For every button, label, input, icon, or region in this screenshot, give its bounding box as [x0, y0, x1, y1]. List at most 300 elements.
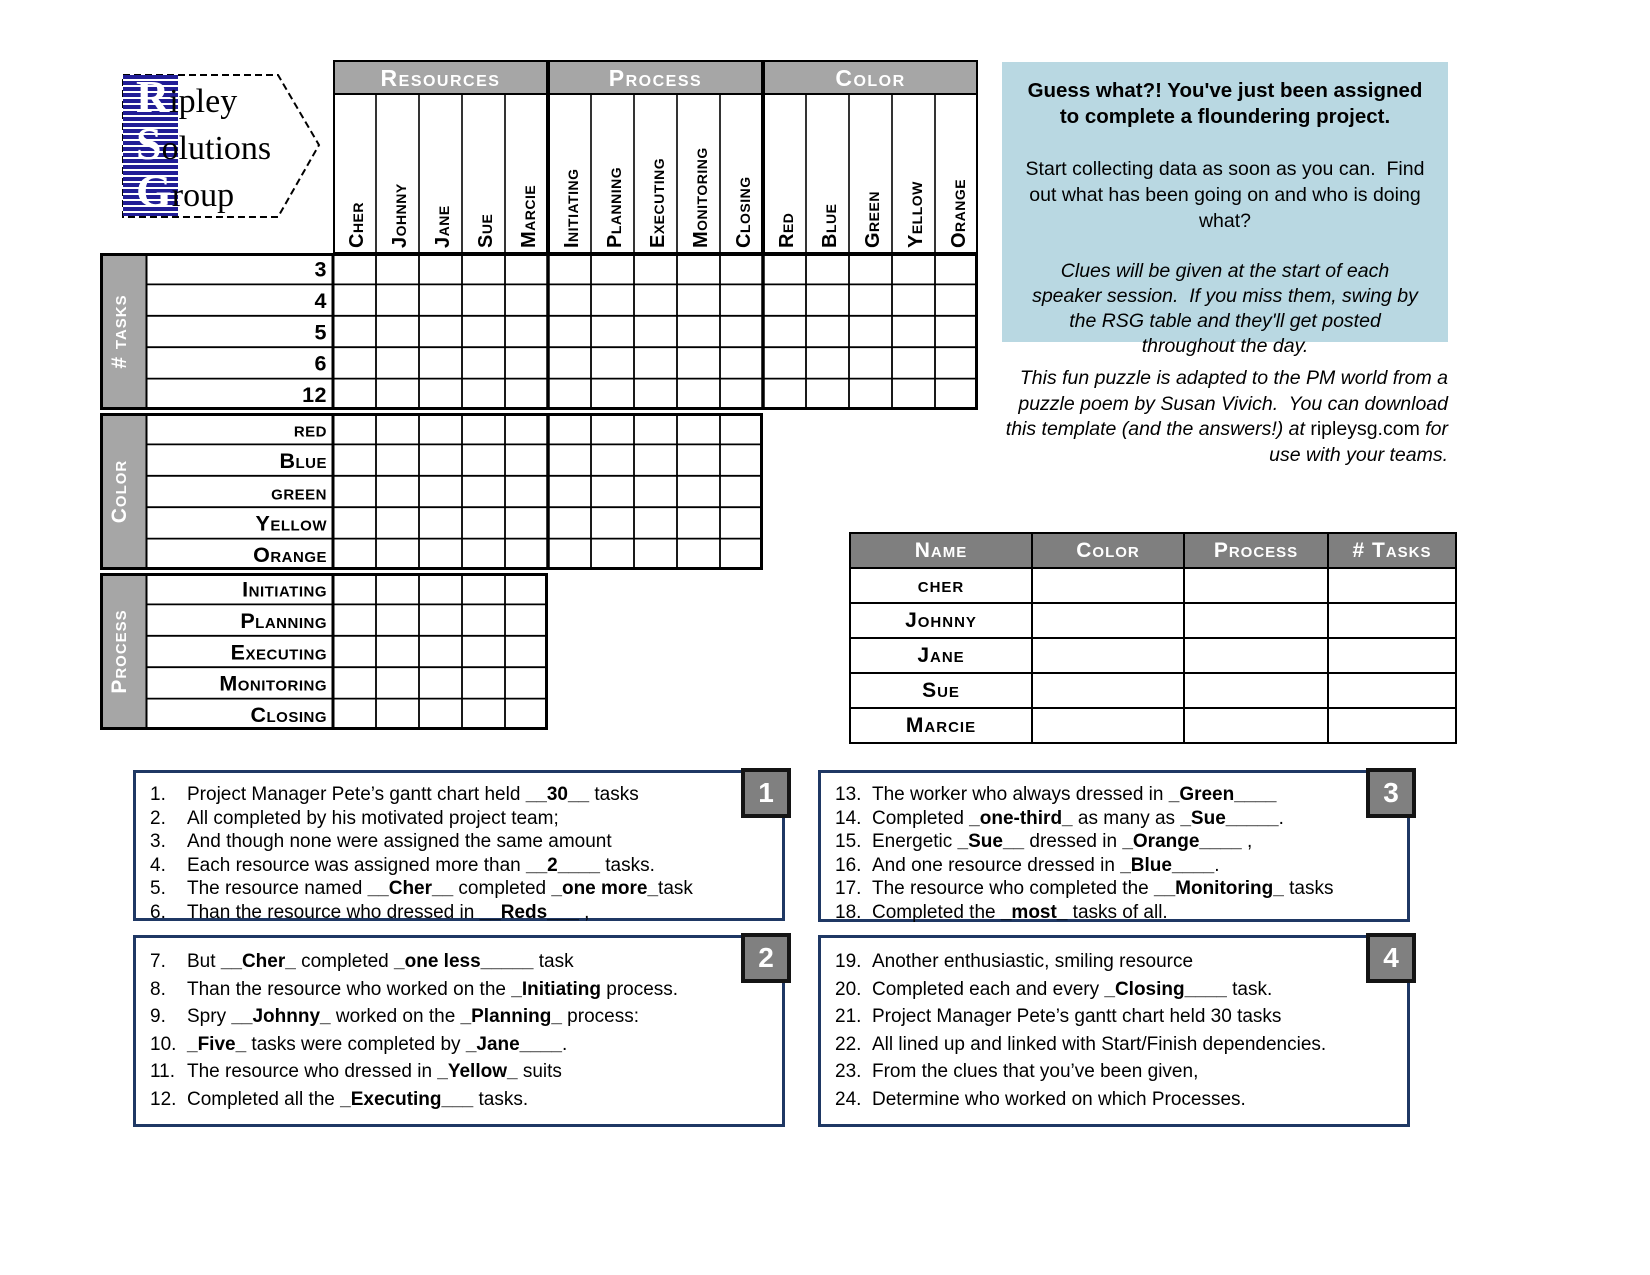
grid-cell[interactable] — [333, 699, 376, 730]
grid-cell[interactable] — [333, 379, 376, 410]
clue-answer-blank: _Orange____ — [1122, 831, 1242, 852]
clue-answer-blank: _Planning_ — [460, 1006, 562, 1027]
grid-cell[interactable] — [548, 444, 591, 475]
grid-cell[interactable] — [505, 636, 548, 667]
grid-cell[interactable] — [935, 284, 978, 315]
logo-rest: roup — [171, 177, 235, 214]
grid-group-header-label: Color — [835, 65, 906, 91]
answer-blank-cell[interactable] — [1184, 603, 1328, 638]
grid-cell[interactable] — [591, 347, 634, 378]
clue-answer-blank: _Executing___ — [340, 1088, 474, 1110]
grid-cell[interactable] — [591, 507, 634, 538]
clue-text — [187, 948, 574, 976]
grid-cell[interactable] — [935, 379, 978, 410]
clue-text-segment: Each resource was assigned more than — [187, 854, 527, 876]
clue-number: 3. — [150, 831, 166, 852]
grid-cell[interactable] — [720, 507, 763, 538]
grid-cell[interactable] — [677, 347, 720, 378]
grid-cell[interactable] — [333, 316, 376, 347]
grid-cell[interactable] — [720, 413, 763, 444]
grid-cell[interactable] — [720, 253, 763, 284]
info-box-body: Start collecting data as soon as you can. Find out what has been going on and who is doing what? — [1025, 158, 1430, 232]
clue-text — [187, 1003, 639, 1031]
clue-answer-blank: _Sue_____ — [1180, 807, 1279, 829]
grid-cell[interactable] — [376, 573, 419, 604]
grid-cell[interactable] — [677, 476, 720, 507]
grid-cell[interactable] — [462, 379, 505, 410]
info-box — [1002, 62, 1448, 357]
clue-answer-blank: __Cher__ — [367, 878, 454, 899]
grid-cell[interactable] — [720, 444, 763, 475]
clue-number: 10. — [150, 1033, 177, 1055]
answer-blank-cell[interactable] — [1032, 568, 1184, 603]
grid-cell[interactable] — [849, 347, 892, 378]
grid-cell[interactable] — [419, 604, 462, 635]
clue-item — [150, 1003, 774, 1031]
grid-cell[interactable] — [720, 316, 763, 347]
answer-blank-cell[interactable] — [1184, 568, 1328, 603]
clue-box-3 — [818, 770, 1410, 922]
grid-cell[interactable] — [462, 253, 505, 284]
grid-cell[interactable] — [505, 347, 548, 378]
grid-cell[interactable] — [376, 413, 419, 444]
clue-list-2 — [150, 948, 774, 1113]
grid-row-label: Closing — [250, 703, 327, 728]
clue-text-segment: task — [658, 878, 693, 899]
grid-row-label: green — [271, 480, 327, 505]
grid-cell[interactable] — [376, 604, 419, 635]
grid-cell[interactable] — [376, 539, 419, 570]
clue-text — [872, 807, 1284, 831]
clue-text-segment: . — [1278, 807, 1284, 829]
grid-cell[interactable] — [720, 539, 763, 570]
grid-cell[interactable] — [763, 316, 806, 347]
grid-cell[interactable] — [333, 667, 376, 698]
clue-text-segment: The resource named — [187, 878, 368, 899]
clue-text — [872, 948, 1193, 976]
clue-text-segment: Than the resource who worked on the — [187, 978, 512, 1000]
answer-header-name: Name — [850, 533, 1032, 568]
grid-cell[interactable] — [462, 444, 505, 475]
grid-cell[interactable] — [892, 316, 935, 347]
grid-cell[interactable] — [505, 316, 548, 347]
grid-cell[interactable] — [376, 507, 419, 538]
grid-cell[interactable] — [892, 379, 935, 410]
clue-list-4 — [835, 948, 1399, 1113]
grid-row-label: 4 — [314, 288, 327, 313]
grid-column-label: Yellow — [905, 181, 927, 248]
grid-cell[interactable] — [462, 699, 505, 730]
clue-text — [187, 783, 639, 807]
grid-cell[interactable] — [591, 316, 634, 347]
clue-text — [872, 1058, 1198, 1086]
grid-cell[interactable] — [462, 316, 505, 347]
answer-blank-cell[interactable] — [1328, 708, 1456, 743]
clue-number: 22. — [835, 1033, 862, 1055]
answer-blank-cell[interactable] — [1184, 638, 1328, 673]
clue-number: 11. — [150, 1061, 176, 1082]
clue-item — [835, 1003, 1399, 1031]
grid-cell[interactable] — [591, 539, 634, 570]
grid-row-label: 12 — [302, 383, 327, 408]
grid-cell[interactable] — [591, 379, 634, 410]
clue-number: 9. — [150, 1006, 166, 1027]
grid-cell[interactable] — [505, 507, 548, 538]
grid-column-label: Marcie — [518, 184, 540, 248]
clue-item — [150, 783, 774, 807]
grid-cell[interactable] — [462, 604, 505, 635]
clue-item — [835, 807, 1399, 831]
grid-cell[interactable] — [849, 253, 892, 284]
grid-cell[interactable] — [548, 539, 591, 570]
grid-cell[interactable] — [591, 476, 634, 507]
grid-cell[interactable] — [419, 413, 462, 444]
grid-row-label: 3 — [314, 257, 327, 282]
grid-cell[interactable] — [462, 413, 505, 444]
answer-blank-cell[interactable] — [1184, 708, 1328, 743]
grid-row-label: 5 — [314, 320, 327, 345]
clue-item — [150, 807, 774, 831]
grid-cell[interactable] — [677, 539, 720, 570]
grid-cell[interactable] — [548, 284, 591, 315]
grid-cell[interactable] — [763, 347, 806, 378]
grid-cell[interactable] — [462, 667, 505, 698]
grid-cell[interactable] — [634, 284, 677, 315]
grid-cell[interactable] — [677, 413, 720, 444]
grid-cell[interactable] — [419, 507, 462, 538]
grid-cell[interactable] — [763, 379, 806, 410]
answer-blank-cell[interactable] — [1328, 673, 1456, 708]
grid-cell[interactable] — [634, 476, 677, 507]
grid-cell[interactable] — [634, 253, 677, 284]
clue-answer-blank: _one less_____ — [394, 951, 534, 972]
answer-blank-cell[interactable] — [1032, 603, 1184, 638]
grid-cell[interactable] — [806, 379, 849, 410]
grid-cell[interactable] — [935, 316, 978, 347]
grid-cell[interactable] — [505, 667, 548, 698]
clue-answer-blank: __Cher_ — [220, 951, 296, 972]
clue-text-segment: All completed by his motivated project team; — [187, 807, 559, 829]
grid-column-label: Closing — [733, 176, 755, 248]
clue-number: 17. — [835, 878, 862, 899]
grid-cell[interactable] — [505, 413, 548, 444]
grid-cell[interactable] — [419, 347, 462, 378]
grid-cell[interactable] — [634, 539, 677, 570]
grid-group-header-label: Process — [608, 65, 703, 91]
clue-answer-blank: _Sue__ — [957, 831, 1025, 852]
clue-text — [187, 807, 559, 831]
clue-box-2 — [133, 935, 785, 1127]
grid-cell[interactable] — [376, 699, 419, 730]
grid-cell[interactable] — [462, 573, 505, 604]
grid-cell[interactable] — [505, 539, 548, 570]
answer-blank-cell[interactable] — [1032, 638, 1184, 673]
clue-text-segment: Completed the — [872, 901, 1001, 923]
clue-item — [835, 783, 1399, 807]
grid-cell[interactable] — [892, 253, 935, 284]
grid-cell[interactable] — [505, 284, 548, 315]
grid-cell[interactable] — [677, 507, 720, 538]
grid-cell[interactable] — [333, 284, 376, 315]
answer-table — [849, 532, 1457, 744]
info-box-title: Guess what?! You've just been assigned to complete a floundering project. — [1027, 79, 1429, 128]
grid-cell[interactable] — [677, 253, 720, 284]
logo-initial: S — [136, 118, 162, 169]
grid-row-label: Yellow — [255, 511, 327, 536]
clue-box-1 — [133, 770, 785, 921]
grid-row-group-label: # tasks — [108, 294, 131, 369]
grid-cell[interactable] — [806, 316, 849, 347]
grid-cell[interactable] — [419, 253, 462, 284]
grid-column-label: Sue — [475, 213, 497, 248]
clue-item — [150, 901, 774, 925]
credit-note — [1002, 366, 1454, 468]
grid-cell[interactable] — [505, 699, 548, 730]
grid-cell[interactable] — [419, 573, 462, 604]
grid-cell[interactable] — [677, 444, 720, 475]
grid-cell[interactable] — [462, 347, 505, 378]
clue-text-segment: Completed — [872, 807, 970, 829]
grid-cell[interactable] — [419, 699, 462, 730]
grid-cell[interactable] — [548, 347, 591, 378]
answer-blank-cell[interactable] — [1032, 673, 1184, 708]
grid-cell[interactable] — [849, 379, 892, 410]
clue-text-segment: From the clues that you’ve been given, — [872, 1061, 1199, 1082]
grid-cell[interactable] — [591, 253, 634, 284]
grid-cell[interactable] — [462, 539, 505, 570]
clue-text-segment: And one resource dressed in — [872, 854, 1121, 876]
grid-cell[interactable] — [333, 476, 376, 507]
grid-cell[interactable] — [419, 667, 462, 698]
grid-column-label: Blue — [819, 203, 841, 248]
clue-number: 24. — [835, 1088, 862, 1110]
clue-number: 13. — [835, 784, 862, 805]
clue-item — [150, 854, 774, 878]
clue-box-3-number-badge: 3 — [1366, 768, 1416, 818]
grid-cell[interactable] — [333, 253, 376, 284]
grid-cell[interactable] — [548, 507, 591, 538]
logic-puzzle-grid[interactable] — [100, 60, 978, 734]
grid-cell[interactable] — [462, 476, 505, 507]
grid-row-label: 6 — [314, 351, 327, 376]
credit-note-segment: This fun puzzle is adapted to the PM world from a puzzle poem by Susan Vivich. You can download this template (and the answers!) at — [1005, 367, 1454, 440]
grid-cell[interactable] — [591, 413, 634, 444]
clue-item — [835, 948, 1399, 976]
clue-text — [872, 1086, 1246, 1114]
grid-cell[interactable] — [376, 476, 419, 507]
grid-row-label: Executing — [230, 640, 327, 665]
grid-cell[interactable] — [333, 539, 376, 570]
clue-number: 21. — [835, 1006, 862, 1027]
answer-header-tasks: # Tasks — [1328, 533, 1456, 568]
grid-cell[interactable] — [419, 444, 462, 475]
grid-cell[interactable] — [505, 604, 548, 635]
grid-cell[interactable] — [419, 316, 462, 347]
clue-text-segment: Project Manager Pete’s gantt chart held 30 tasks — [872, 1006, 1282, 1027]
clue-number: 4. — [150, 854, 166, 876]
clue-number: 14. — [835, 807, 862, 829]
grid-cell[interactable] — [892, 347, 935, 378]
grid-cell[interactable] — [849, 316, 892, 347]
grid-cell[interactable] — [333, 604, 376, 635]
grid-row-group-label: Color — [108, 459, 131, 524]
grid-cell[interactable] — [763, 284, 806, 315]
clue-text-segment: process: — [561, 1006, 639, 1027]
clue-text-segment: tasks — [1283, 878, 1334, 899]
grid-cell[interactable] — [720, 476, 763, 507]
grid-column-label: Monitoring — [690, 147, 712, 248]
grid-cell[interactable] — [462, 507, 505, 538]
grid-cell[interactable] — [419, 284, 462, 315]
credit-note-segment: for use with your teams. — [1269, 418, 1454, 466]
clue-item — [150, 830, 774, 854]
grid-cell[interactable] — [806, 253, 849, 284]
grid-column-label: Cher — [346, 201, 368, 248]
grid-column-label: Executing — [647, 157, 669, 248]
grid-cell[interactable] — [634, 347, 677, 378]
answer-blank-cell[interactable] — [1184, 673, 1328, 708]
clue-text-segment: worked on the — [330, 1006, 461, 1027]
grid-cell[interactable] — [634, 379, 677, 410]
clue-item — [835, 1031, 1399, 1059]
grid-cell[interactable] — [333, 347, 376, 378]
clue-list-1 — [150, 783, 774, 924]
grid-cell[interactable] — [720, 284, 763, 315]
grid-cell[interactable] — [548, 253, 591, 284]
grid-cell[interactable] — [505, 253, 548, 284]
grid-cell[interactable] — [505, 379, 548, 410]
grid-row-label: red — [293, 417, 327, 442]
grid-cell[interactable] — [634, 316, 677, 347]
grid-cell[interactable] — [376, 316, 419, 347]
clue-list-3 — [835, 783, 1399, 924]
grid-cell[interactable] — [892, 284, 935, 315]
answer-name-cell: Jane — [850, 638, 1032, 673]
clue-number: 23. — [835, 1061, 862, 1082]
grid-row-label: Planning — [240, 608, 327, 633]
grid-cell[interactable] — [548, 476, 591, 507]
answer-blank-cell[interactable] — [1328, 638, 1456, 673]
clue-text — [872, 783, 1277, 807]
answer-name-cell: Sue — [850, 673, 1032, 708]
grid-cell[interactable] — [462, 284, 505, 315]
grid-cell[interactable] — [419, 636, 462, 667]
clue-answer-blank: __Monitoring_ — [1154, 878, 1284, 899]
clue-text-segment: tasks were completed by — [246, 1033, 466, 1055]
grid-row-label: Orange — [253, 543, 327, 568]
grid-cell[interactable] — [806, 284, 849, 315]
clue-text-segment: , — [1241, 831, 1253, 852]
grid-cell[interactable] — [419, 476, 462, 507]
grid-row-label: Initiating — [242, 577, 327, 602]
clue-number: 18. — [835, 901, 862, 923]
grid-cell[interactable] — [548, 316, 591, 347]
grid-cell[interactable] — [505, 444, 548, 475]
answer-table-header-row — [850, 533, 1456, 568]
grid-cell[interactable] — [333, 573, 376, 604]
clue-box-2-number-badge: 2 — [741, 933, 791, 983]
clue-text-segment: Project Manager Pete’s gantt chart held — [187, 784, 526, 805]
grid-column-label: Orange — [948, 178, 970, 248]
grid-cell[interactable] — [634, 444, 677, 475]
grid-cell[interactable] — [376, 347, 419, 378]
grid-cell[interactable] — [333, 413, 376, 444]
clue-number: 6. — [150, 901, 166, 923]
grid-cell[interactable] — [720, 347, 763, 378]
clue-text — [872, 1003, 1281, 1031]
clue-text-segment: as many as — [1072, 807, 1181, 829]
grid-cell[interactable] — [376, 444, 419, 475]
clue-text-segment: Completed each and every — [872, 978, 1105, 1000]
grid-cell[interactable] — [591, 444, 634, 475]
grid-cell[interactable] — [806, 347, 849, 378]
clue-number: 1. — [150, 784, 166, 805]
answer-blank-cell[interactable] — [1328, 568, 1456, 603]
clue-number: 16. — [835, 854, 862, 876]
grid-cell[interactable] — [591, 284, 634, 315]
clue-text-segment: tasks. — [599, 854, 655, 876]
grid-cell[interactable] — [548, 413, 591, 444]
clue-item — [835, 976, 1399, 1004]
grid-cell[interactable] — [634, 413, 677, 444]
grid-cell[interactable] — [376, 667, 419, 698]
grid-cell[interactable] — [935, 253, 978, 284]
grid-cell[interactable] — [333, 636, 376, 667]
grid-cell[interactable] — [548, 379, 591, 410]
clue-text-segment: . — [1214, 854, 1220, 876]
answer-table-row — [850, 673, 1456, 708]
grid-cell[interactable] — [677, 284, 720, 315]
grid-cell[interactable] — [376, 636, 419, 667]
grid-cell[interactable] — [720, 379, 763, 410]
answer-name-cell: Marcie — [850, 708, 1032, 743]
clue-text-segment: The resource who dressed in — [187, 1061, 438, 1082]
grid-cell[interactable] — [419, 539, 462, 570]
grid-cell[interactable] — [634, 507, 677, 538]
clue-text — [872, 854, 1220, 878]
grid-cell[interactable] — [333, 444, 376, 475]
grid-column-label: Green — [862, 191, 884, 248]
grid-row-label: Blue — [279, 448, 327, 473]
grid-cell[interactable] — [677, 379, 720, 410]
grid-cell[interactable] — [677, 316, 720, 347]
grid-cell[interactable] — [505, 573, 548, 604]
grid-cell[interactable] — [935, 347, 978, 378]
answer-blank-cell[interactable] — [1032, 708, 1184, 743]
grid-cell[interactable] — [333, 507, 376, 538]
clue-answer-blank: _one-third_ — [969, 807, 1073, 829]
clue-answer-blank: _most_ — [1000, 901, 1068, 923]
clue-text — [872, 877, 1333, 901]
clue-number: 20. — [835, 978, 862, 1000]
grid-cell[interactable] — [376, 253, 419, 284]
logo-rest: ipley — [169, 83, 238, 120]
grid-cell[interactable] — [419, 379, 462, 410]
grid-cell[interactable] — [763, 253, 806, 284]
grid-cell[interactable] — [376, 379, 419, 410]
logo-rest: olutions — [161, 130, 272, 167]
clue-answer-blank: __30__ — [525, 784, 590, 805]
answer-blank-cell[interactable] — [1328, 603, 1456, 638]
clue-number: 12. — [150, 1088, 177, 1110]
grid-cell[interactable] — [849, 284, 892, 315]
clue-answer-blank: __Johnny_ — [231, 1006, 331, 1027]
grid-cell[interactable] — [462, 636, 505, 667]
grid-cell[interactable] — [505, 476, 548, 507]
clue-number: 2. — [150, 807, 166, 829]
clue-number: 5. — [150, 878, 166, 899]
grid-cell[interactable] — [376, 284, 419, 315]
